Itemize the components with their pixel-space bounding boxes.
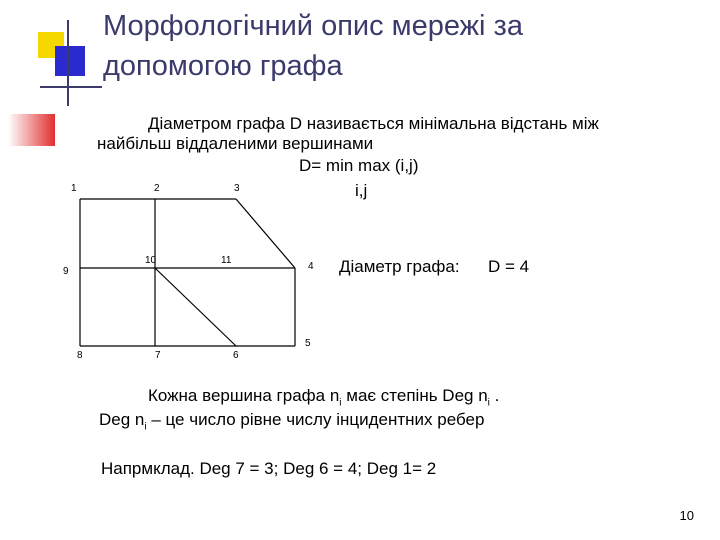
definition-line-1: Діаметром графа D називається мінімальна відстань між — [148, 114, 599, 133]
node-label-5: 5 — [305, 338, 311, 349]
degree-line-1-text-c: . — [489, 386, 500, 405]
title-line-2: допомогою графа — [103, 50, 343, 82]
title-line-1: Морфологічний опис мережі за — [103, 10, 523, 42]
edge-10-6 — [155, 268, 236, 346]
edge-3-4 — [236, 199, 295, 268]
node-label-6: 6 — [233, 350, 239, 361]
diameter-value: D = 4 — [488, 257, 530, 276]
node-label-9: 9 — [63, 266, 69, 277]
degree-line-1-subscript: i — [339, 397, 342, 409]
node-label-7: 7 — [155, 350, 161, 361]
node-label-11: 11 — [221, 255, 232, 266]
node-label-4: 4 — [308, 261, 314, 272]
diameter-label: Діаметр графа: — [339, 257, 460, 276]
degree-line-1-text-a: Кожна вершина графа n — [148, 386, 340, 405]
deco-blue-square — [55, 46, 85, 76]
diameter-formula: D= min max (i,j) — [299, 156, 419, 175]
degree-line-2 — [99, 410, 484, 432]
diameter-formula-subscript: i,j — [355, 181, 368, 200]
degree-line-2-subscript: i — [144, 421, 147, 433]
degree-line-1 — [148, 386, 499, 408]
deco-red-gradient — [8, 114, 55, 146]
node-label-10: 10 — [145, 255, 157, 266]
slide-title — [103, 6, 523, 86]
degree-line-1-subscript-2: i — [487, 397, 490, 409]
degree-example: Напрмклад. Deg 7 = 3; Deg 6 = 4; Deg 1= 2 — [101, 459, 437, 478]
degree-line-1-text-b: має степінь Deg n — [341, 386, 488, 405]
node-label-3: 3 — [234, 183, 240, 194]
node-label-8: 8 — [77, 350, 83, 361]
slide-decoration — [0, 0, 110, 160]
definition-line-2: найбільш віддаленими вершинами — [97, 134, 374, 153]
node-label-1: 1 — [71, 183, 77, 194]
node-label-2: 2 — [154, 183, 160, 194]
degree-line-2-text-b: – це число рівне числу інцидентних ребер — [146, 410, 485, 429]
degree-line-2-text-a: Deg n — [99, 410, 145, 429]
page-number: 10 — [679, 508, 694, 523]
